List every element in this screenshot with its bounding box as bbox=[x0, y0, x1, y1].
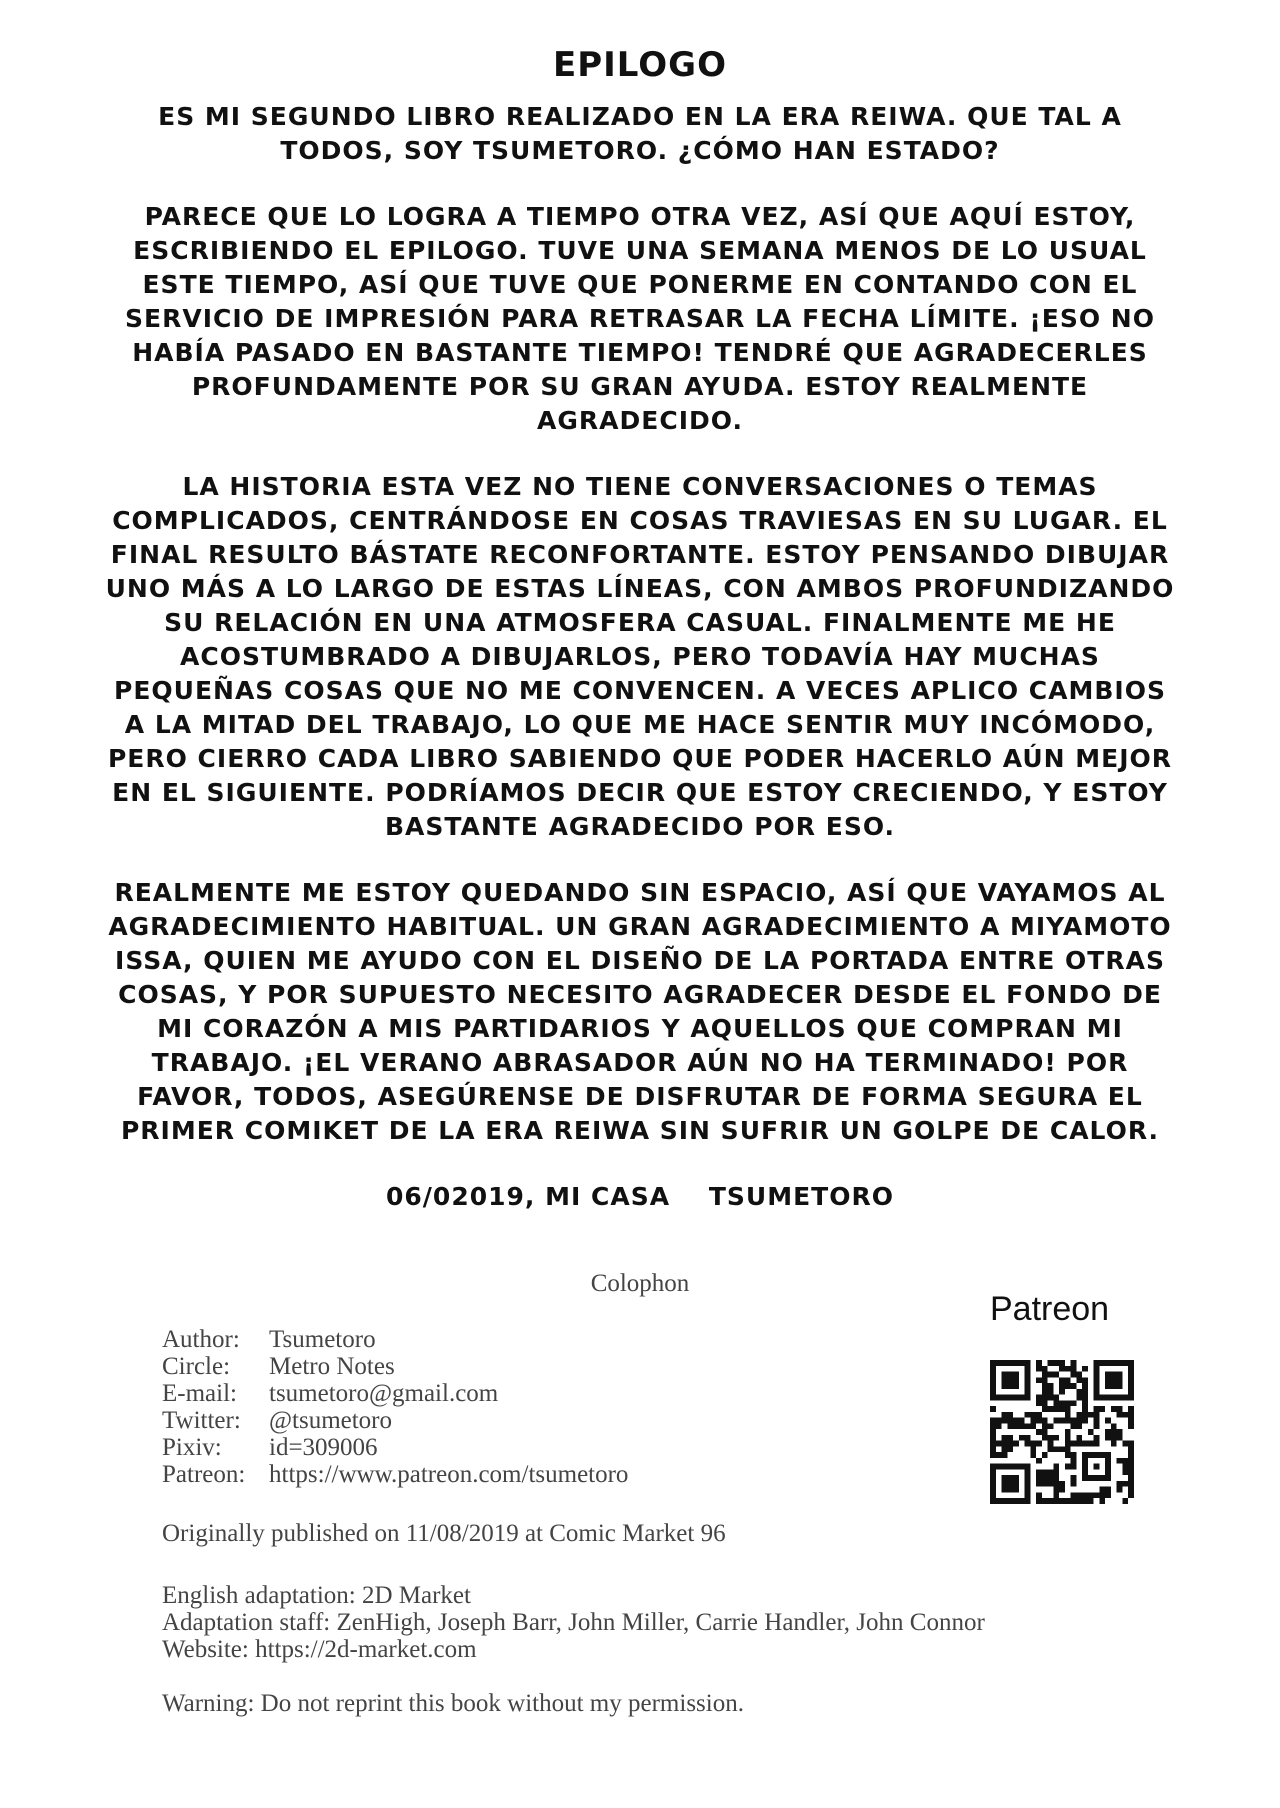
patreon-label: Patreon bbox=[990, 1290, 1110, 1328]
info-value: @tsumetoro bbox=[269, 1407, 393, 1434]
info-row-author bbox=[162, 1326, 628, 1353]
adaptation-credits bbox=[162, 1582, 985, 1663]
info-key: Author: bbox=[162, 1326, 240, 1353]
epilogue-paragraph-2: PARECE QUE LO LOGRA A TIEMPO OTRA VEZ, ASÍ QUE AQUÍ ESTOY, ESCRIBIENDO EL EPILOGO. TUVE UNA SEMANA MENOS DE LO USUAL ESTE TIEMPO, ASÍ QUE TUVE QUE PONERME EN CONTANDO CON EL SERVICIO DE IMPRESIÓN PARA RETRASAR LA FECHA LÍMITE. ¡ESO NO HABÍA PASADO EN BASTANTE TIEMPO! TENDRÉ QUE AGRADECERLES PROFUNDAMENTE POR SU GRAN AYUDA. ESTOY REALMENTE AGRADECIDO. bbox=[125, 202, 1155, 435]
epilogue-paragraph-1: ES MI SEGUNDO LIBRO REALIZADO EN LA ERA REIWA. QUE TAL A TODOS, SOY TSUMETORO. ¿CÓMO HAN ESTADO? bbox=[158, 102, 1122, 165]
epilogue-signature: 06/02019, MI CASA TSUMETORO bbox=[386, 1182, 894, 1211]
info-row-circle bbox=[162, 1353, 628, 1380]
info-key: Twitter: bbox=[162, 1407, 241, 1434]
publication-note: Originally published on 11/08/2019 at Comic Market 96 bbox=[162, 1520, 726, 1547]
epilogue-section bbox=[100, 40, 1180, 1214]
info-row-twitter bbox=[162, 1407, 628, 1434]
info-value: id=309006 bbox=[269, 1434, 378, 1461]
info-value: https://www.patreon.com/tsumetoro bbox=[269, 1461, 629, 1488]
info-key: Circle: bbox=[162, 1353, 231, 1380]
website-line: Website: https://2d-market.com bbox=[162, 1636, 477, 1663]
info-value: Tsumetoro bbox=[269, 1326, 376, 1353]
info-value: Metro Notes bbox=[269, 1353, 395, 1380]
info-row-patreon bbox=[162, 1461, 628, 1488]
info-key: Patreon: bbox=[162, 1461, 246, 1488]
colophon-title: Colophon bbox=[590, 1270, 690, 1297]
epilogue-paragraph-4: REALMENTE ME ESTOY QUEDANDO SIN ESPACIO, ASÍ QUE VAYAMOS AL AGRADECIMIENTO HABITUAL. UN GRAN AGRADECIMIENTO A MIYAMOTO ISSA, QUIEN ME AYUDO CON EL DISEÑO DE LA PORTADA ENTRE OTRAS COSAS, Y POR SUPUESTO NECESITO AGRADECER DESDE EL FONDO DE MI CORAZÓN A MIS PARTIDARIOS Y AQUELLOS QUE COMPRAN MI TRABAJO. ¡EL VERANO ABRASADOR AÚN NO HA TERMINADO! POR FAVOR, TODOS, ASEGÚRENSE DE DISFRUTAR DE FORMA SEGURA EL PRIMER COMIKET DE LA ERA REIWA SIN SUFRIR UN GOLPE DE CALOR. bbox=[108, 878, 1172, 1145]
adaptation-line: English adaptation: 2D Market bbox=[162, 1582, 471, 1609]
reprint-warning: Warning: Do not reprint this book without my permission. bbox=[162, 1690, 744, 1717]
info-row-email bbox=[162, 1380, 628, 1407]
info-key: E-mail: bbox=[162, 1380, 237, 1407]
staff-line: Adaptation staff: ZenHigh, Joseph Barr, John Miller, Carrie Handler, John Connor bbox=[162, 1609, 985, 1636]
info-row-pixiv bbox=[162, 1434, 628, 1461]
colophon-info bbox=[162, 1326, 628, 1488]
info-key: Pixiv: bbox=[162, 1434, 222, 1461]
epilogue-paragraph-3: LA HISTORIA ESTA VEZ NO TIENE CONVERSACIONES O TEMAS COMPLICADOS, CENTRÁNDOSE EN COSAS TRAVIESAS EN SU LUGAR. EL FINAL RESULTO BÁSTATE RECONFORTANTE. ESTOY PENSANDO DIBUJAR UNO MÁS A LO LARGO DE ESTAS LÍNEAS, CON AMBOS PROFUNDIZANDO SU RELACIÓN EN UNA ATMOSFERA CASUAL. FINALMENTE ME HE ACOSTUMBRADO A DIBUJARLOS, PERO TODAVÍA HAY MUCHAS PEQUEÑAS COSAS QUE NO ME CONVENCEN. A VECES APLICO CAMBIOS A LA MITAD DEL TRABAJO, LO QUE ME HACE SENTIR MUY INCÓMODO, PERO CIERRO CADA LIBRO SABIENDO QUE PODER HACERLO AÚN MEJOR EN EL SIGUIENTE. PODRÍAMOS DECIR QUE ESTOY CRECIENDO, Y ESTOY BASTANTE AGRADECIDO POR ESO. bbox=[105, 472, 1175, 841]
epilogue-title: EPILOGO bbox=[553, 45, 727, 85]
qr-code-icon bbox=[990, 1360, 1134, 1504]
info-value: tsumetoro@gmail.com bbox=[269, 1380, 499, 1407]
